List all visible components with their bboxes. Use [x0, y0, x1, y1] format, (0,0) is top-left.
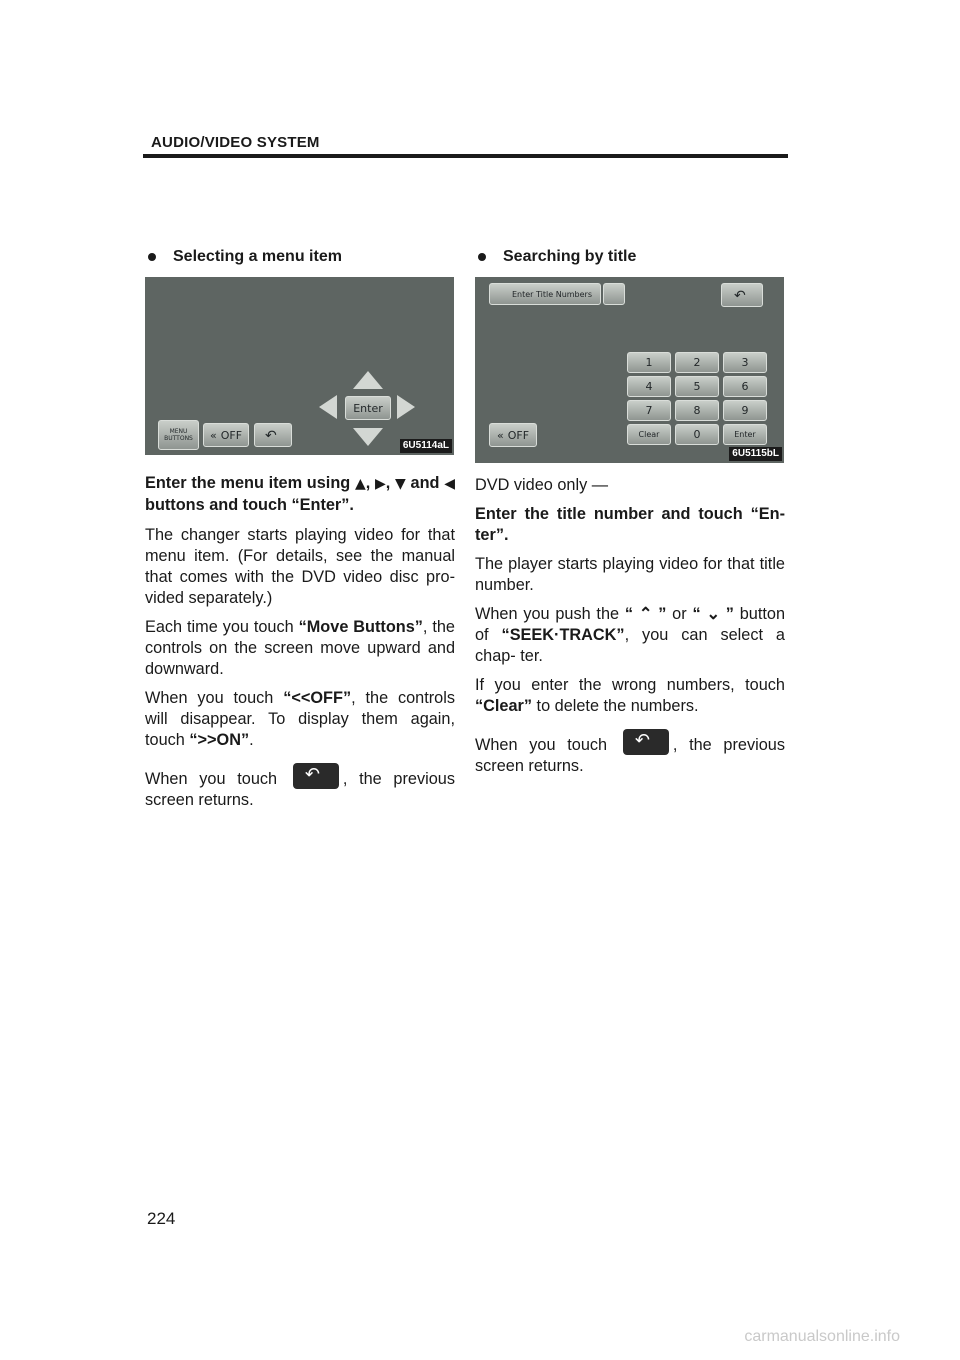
instruction: Enter the menu item using ▲, ▶, ▼ and ◀ buttons and touch “Enter”. [145, 474, 455, 514]
down-arrow-icon [353, 428, 383, 446]
keypad-key: 2 [675, 352, 719, 373]
off-label: “<<OFF” [283, 689, 352, 707]
keypad-key: 8 [675, 400, 719, 421]
keypad-key: 4 [627, 376, 671, 397]
text: , the previous screen returns. [145, 770, 455, 809]
text: When you touch [145, 770, 278, 788]
keypad-key: Clear [627, 424, 671, 445]
para-seek-track [475, 604, 785, 667]
text: , you can select a chap- ter. [475, 626, 785, 665]
seek-up-label: “ ⌃ ” [624, 605, 667, 623]
para-clear [475, 675, 785, 717]
header-rule [143, 154, 788, 158]
menu-screen-image [145, 277, 454, 455]
text: , the controls on the screen move upward and downward. [145, 618, 455, 678]
text: button of [475, 605, 786, 644]
seek-track-label: “SEEK·TRACK” [501, 626, 625, 644]
page-header-title: AUDIO/VIDEO SYSTEM [151, 134, 320, 151]
page-number: 224 [147, 1209, 176, 1228]
off-button [203, 423, 249, 447]
title-number-field: Enter Title Numbers [489, 283, 601, 305]
right-arrow-icon [397, 395, 415, 419]
rewind-icon: « [496, 428, 504, 442]
seek-down-label: “ ⌄ ” [692, 605, 734, 623]
title-number-field-end [603, 283, 625, 305]
keypad-key: 3 [723, 352, 767, 373]
down-triangle-icon: ▼ [395, 476, 406, 492]
title-search-screen-image [475, 277, 784, 463]
section-title-menu-item [145, 246, 455, 267]
keypad-key: 9 [723, 400, 767, 421]
off-button [489, 423, 537, 447]
instruction-text: Enter the menu item using [145, 474, 351, 492]
para-changer: The changer starts playing video for that menu item. (For details, see the manual that comes with the DVD video disc pro- vided separately.) [145, 526, 455, 607]
up-triangle-icon: ▲ [354, 476, 366, 492]
text: to delete the numbers. [536, 697, 699, 715]
watermark: carmanualsonline.info [744, 1328, 900, 1345]
return-icon: ↶ [734, 288, 746, 304]
keypad-key: 5 [675, 376, 719, 397]
menu-buttons-button: MENU BUTTONS [158, 420, 199, 450]
text: . [249, 731, 254, 749]
keypad-key: 0 [675, 424, 719, 445]
para-return [475, 729, 785, 777]
on-label: “>>ON” [189, 731, 250, 749]
para-return [145, 763, 455, 811]
image-code: 6U5114aL [400, 439, 452, 453]
text: If you enter the wrong numbers, touch [475, 676, 785, 694]
para-off [145, 688, 455, 751]
off-label: OFF [220, 428, 243, 442]
image-code: 6U5115bL [729, 447, 782, 461]
off-label: OFF [507, 428, 530, 442]
instruction-and: and [410, 474, 440, 492]
left-arrow-icon [319, 395, 337, 419]
return-button [254, 423, 292, 447]
move-buttons-label: “Move Buttons” [298, 618, 423, 636]
return-icon [623, 729, 669, 755]
bullet-icon [478, 253, 486, 261]
text: , the controls will disappear. To display them again, touch [145, 689, 455, 749]
instruction: Enter the title number and touch “En- ter”. [475, 505, 785, 544]
para-player: The player starts playing video for that title number. [475, 555, 785, 594]
text: When you touch [145, 689, 274, 707]
text: or [672, 605, 687, 623]
return-button [721, 283, 763, 307]
text: , the previous screen returns. [475, 736, 785, 775]
section-title-text: Selecting a menu item [173, 248, 342, 265]
para-move-buttons [145, 617, 455, 680]
keypad-key: 1 [627, 352, 671, 373]
text: Each time you touch [145, 618, 294, 636]
keypad-key: 7 [627, 400, 671, 421]
left-triangle-icon: ◀ [444, 476, 455, 492]
section-title-search-title [475, 246, 785, 267]
instruction-end: buttons and touch “Enter”. [145, 496, 354, 514]
clear-label: “Clear” [475, 697, 533, 715]
text: When you touch [475, 736, 608, 754]
right-column [475, 246, 785, 785]
keypad-key: 6 [723, 376, 767, 397]
enter-button: Enter [345, 396, 391, 420]
keypad-key: Enter [723, 424, 767, 445]
bullet-icon [148, 253, 156, 261]
left-column [145, 246, 455, 819]
rewind-icon: « [209, 428, 217, 442]
return-icon: ↶ [265, 428, 277, 444]
para-dvd-only: DVD video only — [475, 476, 609, 494]
right-triangle-icon: ▶ [374, 476, 386, 492]
keypad [627, 353, 767, 447]
up-arrow-icon [353, 371, 383, 389]
section-title-text: Searching by title [503, 248, 637, 265]
return-icon [293, 763, 339, 789]
text: When you push the [475, 605, 620, 623]
